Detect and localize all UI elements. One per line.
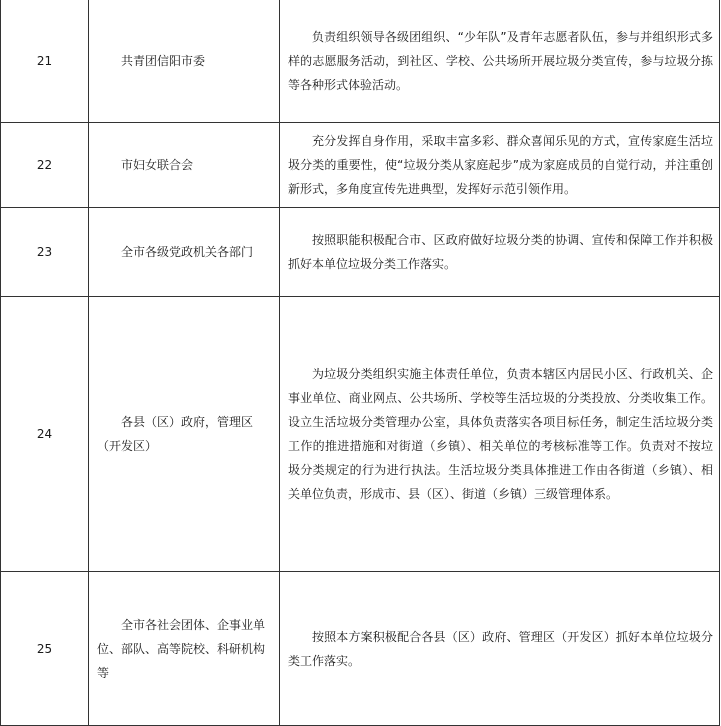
department-name: 共青团信阳市委: [121, 53, 206, 68]
row-number: 21: [1, 0, 89, 123]
duty-text: 为垃圾分类组织实施主体责任单位，负责本辖区内居民小区、行政机关、企事业单位、商业网点、公共场所、学校等生活垃圾的分类投放、分类收集工作。设立生活垃圾分类管理办公室，具体负责落实各项目标任务，制定生活垃圾分类工作的推进措施和对街道（乡镇）、相关单位的考核标准等工作。负责对不按垃圾分类规定的行为进行执法。生活垃圾分类具体推进工作由各街道（乡镇）、相关单位负责，形成市、县（区）、街道（乡镇）三级管理体系。: [288, 367, 713, 501]
duty-cell: [280, 123, 720, 208]
department-cell: [89, 297, 280, 572]
table-row: [1, 208, 720, 297]
department-cell: [89, 208, 280, 297]
duty-text: 按照职能积极配合市、区政府做好垃圾分类的协调、宣传和保障工作并积极抓好本单位垃圾分类工作落实。: [288, 233, 713, 271]
department-name: 市妇女联合会: [121, 158, 194, 172]
table-row: [1, 297, 720, 572]
duty-cell: [280, 208, 720, 297]
table-row: [1, 0, 720, 123]
department-name: 全市各社会团体、企事业单位、部队、高等院校、科研机构等: [97, 617, 266, 680]
department-name: 全市各级党政机关各部门: [121, 245, 254, 259]
duty-cell: [280, 0, 720, 123]
table-row: [1, 572, 720, 726]
duty-cell: [280, 297, 720, 572]
row-number: 24: [1, 297, 89, 572]
duty-cell: [280, 572, 720, 726]
row-number: 23: [1, 208, 89, 297]
duty-text: 充分发挥自身作用，采取丰富多彩、群众喜闻乐见的方式，宣传家庭生活垃圾分类的重要性，使“垃圾分类从家庭起步”成为家庭成员的自觉行动，并注重创新形式，多角度宣传先进典型，发挥好示范引领作用。: [288, 134, 713, 196]
duty-text: 按照本方案积极配合各县（区）政府、管理区（开发区）抓好本单位垃圾分类工作落实。: [288, 629, 713, 668]
department-cell: [89, 572, 280, 726]
row-number: 22: [1, 123, 89, 208]
duty-text: 负责组织领导各级团组织、“少年队”及青年志愿者队伍，参与并组织形式多样的志愿服务活动，到社区、学校、公共场所开展垃圾分类宣传，参与垃圾分拣等各种形式体验活动。: [288, 29, 713, 92]
table-row: [1, 123, 720, 208]
department-name: 各县（区）政府，管理区（开发区）: [97, 415, 254, 453]
department-cell: [89, 123, 280, 208]
department-cell: [89, 0, 280, 123]
row-number: 25: [1, 572, 89, 726]
